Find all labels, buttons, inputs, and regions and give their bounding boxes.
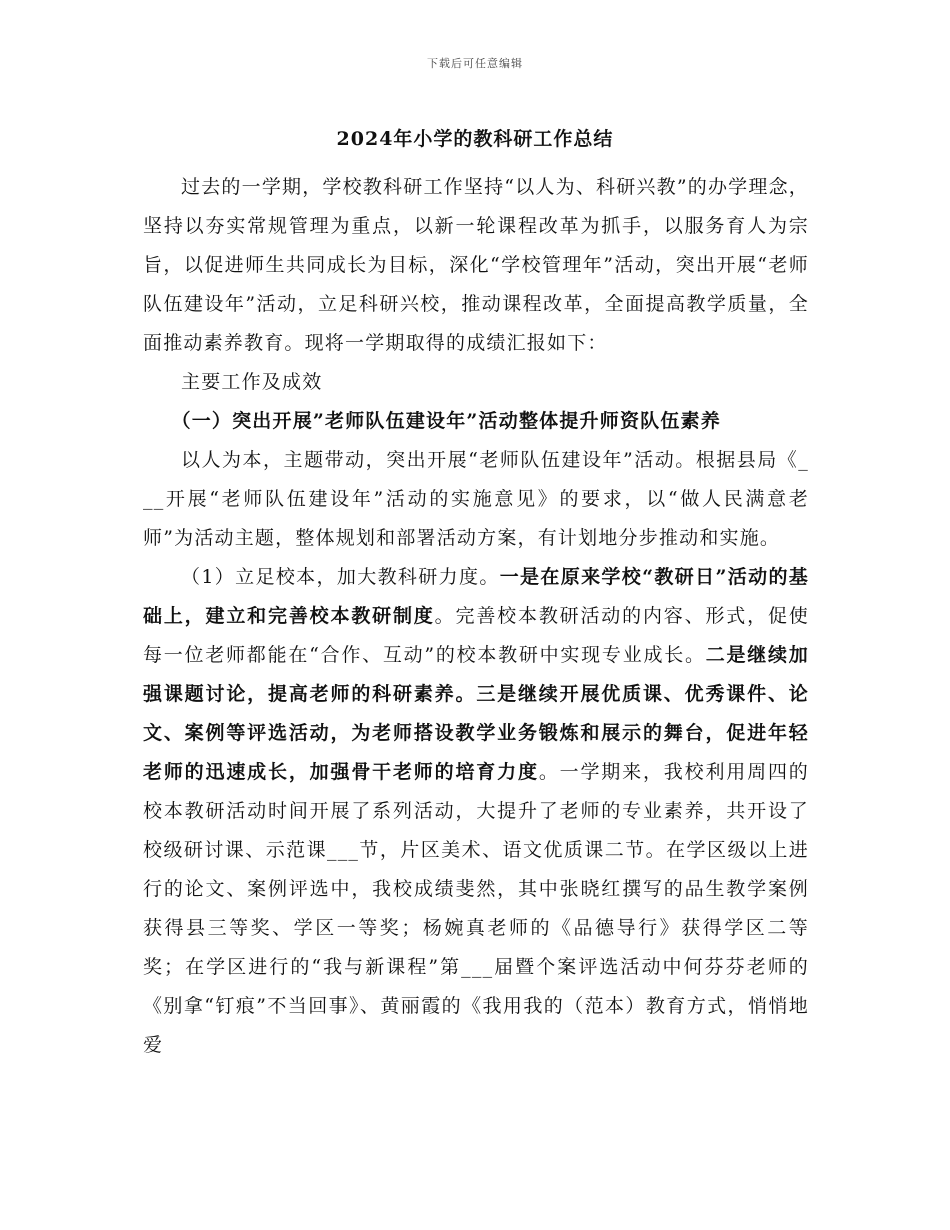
paragraph-teacher-team: 以人为本，主题带动，突出开展“老师队伍建设年”活动。根据县局《___开展“老师队伍建设年”活动的实施意见》的要求，以“做人民满意老师”为活动主题，整体规划和部署活动方案，有计划地分步推动和实施。 <box>143 449 809 549</box>
paragraph-text-segment: 。一学期来，我校利用周四的校本教研活动时间开展了系列活动，大提升了老师的专业素养，共开设了校级研讨课、示范课___节，片区美术、语文优质课二节。在学区级以上进行的论文、案例评选中，我校成绩斐然，其中张晓红撰写的品生教学案例获得县三等奖、学区一等奖；杨婉真老师的《品德导行》获得学区二等奖；在学区进行的“我与新课程”第___届暨个案评选活动中何芬芬老师的《别拿“钉痕”不当回事》、黄丽霞的《我用我的（范本）教育方式，悄悄地爱 <box>143 761 809 1056</box>
document-body <box>143 168 809 1065</box>
paragraph-school-research <box>143 558 809 1065</box>
paragraph-lead-text: （1）立足校本，加大教科研力度。 <box>181 566 500 588</box>
document-title: 2024年小学的教科研工作总结 <box>336 128 614 150</box>
paragraph-text-segment: 。完善校本教研活动的内容、形式，促使每一位老师都能在“合作、互动”的校本教研中实现专业成长。 <box>143 605 809 666</box>
intro-paragraph: 过去的一学期，学校教科研工作坚持“以人为、科研兴教”的办学理念，坚持以夯实常规管理为重点，以新一轮课程改革为抓手，以服务育人为宗旨，以促进师生共同成长为目标，深化“学校管理年”活动，突出开展“老师队伍建设年”活动，立足科研兴校，推动课程改革，全面提高教学质量，全面推动素养教育。现将一学期取得的成绩汇报如下： <box>143 176 809 354</box>
subsection-heading: （一）突出开展”老师队伍建设年”活动整体提升师资队伍素养 <box>171 410 721 432</box>
page-header-note: 下载后可任意编辑 <box>427 57 523 70</box>
bold-point-one: 一是在原来学校“教研日”活动的基础上，建立和完善校本教研制度 <box>143 566 809 627</box>
section-heading: 主要工作及成效 <box>181 371 323 393</box>
bold-points-two-three: 二是继续加强课题讨论，提高老师的科研素养。三是继续开展优质课、优秀课件、论文、案例等评选活动，为老师搭设教学业务锻炼和展示的舞台，促进年轻老师的迅速成长，加强骨干老师的培育力度 <box>143 644 809 783</box>
